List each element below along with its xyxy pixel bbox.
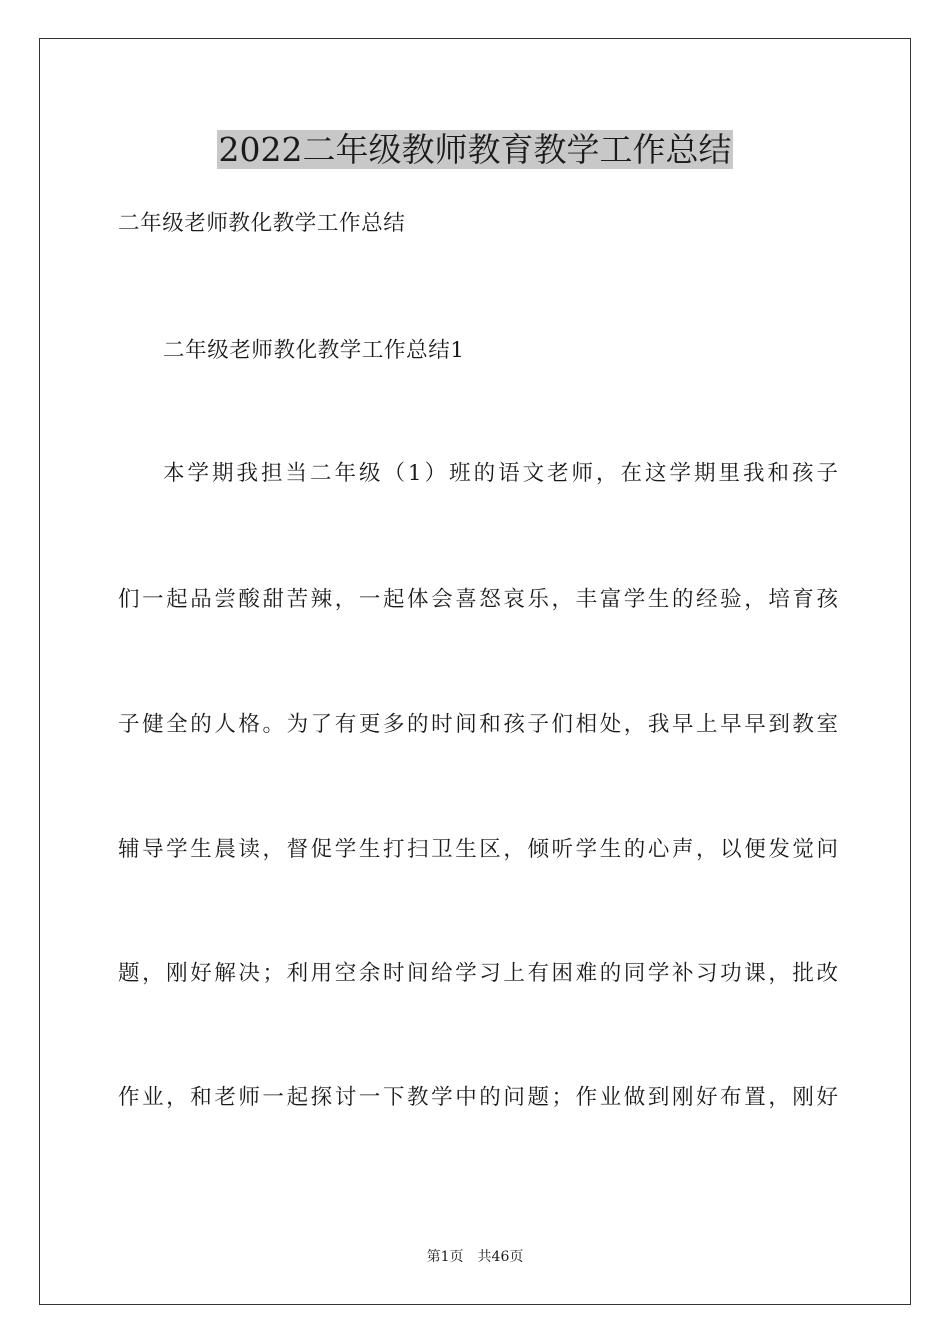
body-line-5: 题，刚好解决；利用空余时间给学习上有困难的同学补习功课，批改 bbox=[118, 961, 838, 986]
document-title-text: 2022二年级教师教育教学工作总结 bbox=[218, 130, 732, 169]
document-subtitle: 二年级老师教化教学工作总结 bbox=[118, 211, 406, 236]
body-line-3: 子健全的人格。为了有更多的时间和孩子们相处，我早上早早到教室 bbox=[118, 712, 838, 737]
body-line-6: 作业，和老师一起探讨一下教学中的问题；作业做到刚好布置，刚好 bbox=[118, 1085, 838, 1110]
page-number-current: 第1页 bbox=[426, 1249, 464, 1265]
page-number-total: 共46页 bbox=[477, 1249, 524, 1265]
document-title bbox=[0, 128, 950, 172]
body-line-2: 们一起品尝酸甜苦辣，一起体会喜怒哀乐，丰富学生的经验，培育孩 bbox=[118, 587, 838, 612]
page-footer bbox=[0, 1247, 950, 1267]
body-line-1: 本学期我担当二年级（1）班的语文老师，在这学期里我和孩子 bbox=[163, 461, 838, 486]
section-heading: 二年级老师教化教学工作总结1 bbox=[163, 338, 465, 363]
body-line-4: 辅导学生晨读，督促学生打扫卫生区，倾听学生的心声，以便发觉问 bbox=[118, 837, 838, 862]
